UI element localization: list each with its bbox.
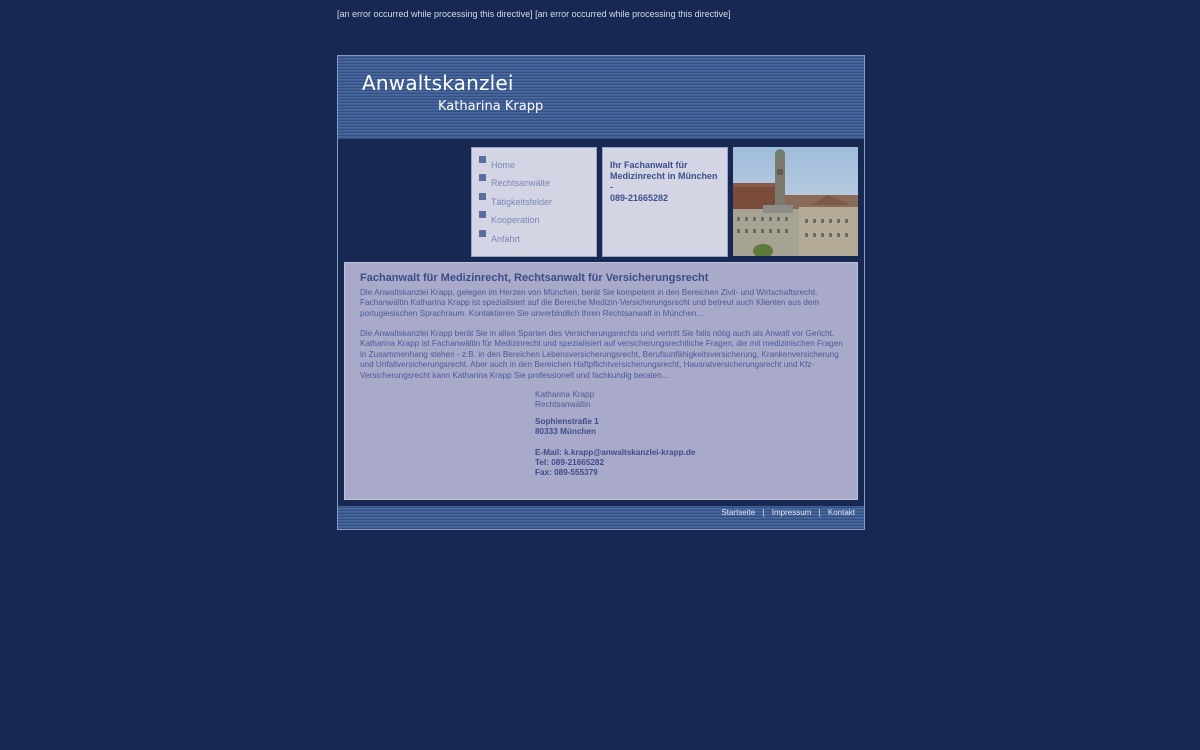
site-title: Anwaltskanzlei [362, 71, 514, 95]
site-footer [338, 506, 864, 529]
footer-separator: | [818, 508, 821, 517]
nav-item-label[interactable]: Rechtsanwälte [491, 178, 551, 189]
footer-link-startseite[interactable]: Startseite [721, 508, 756, 517]
contact-tel: Tel: 089-21665282 [535, 458, 605, 468]
square-bullet-icon [479, 193, 486, 200]
tagline-box [602, 147, 728, 257]
contact-block [535, 390, 695, 479]
nav-item-label[interactable]: Home [491, 160, 516, 170]
nav-item-kooperation[interactable] [479, 209, 596, 227]
square-bullet-icon [479, 174, 486, 181]
footer-link-kontakt[interactable]: Kontakt [827, 508, 855, 517]
tagline-line-2: Medizinrecht in München [610, 171, 718, 181]
contact-city: 80333 München [535, 427, 596, 437]
nav-item-rechtsanwaelte[interactable] [479, 172, 596, 190]
tagline-line-1: Ihr Fachanwalt für [610, 160, 688, 170]
square-bullet-icon [479, 156, 486, 163]
site-subtitle: Katharina Krapp [438, 99, 544, 114]
page-container [337, 55, 865, 530]
contact-role: Rechtsanwältin [535, 400, 591, 410]
munich-skyline-image [733, 147, 858, 256]
insurance-paragraph: Die Anwaltskanzlei Krapp berät Sie in allen Sparten des Versicherungsrechts und vertritt Sie falls nötig auch als Anwalt vor Gericht. Katharina Krapp ist Fachanwältin für Medizinrecht und spezialisiert auf versicherungsrechtliche Fragen, die mit medizinischen Fragen in Zusammenhang stehen - z.B. in den Bereichen Lebensversicherungsrecht, Berufsunfähigkeitsversicherung, Krankenversicherung und Unfallversicherungsrecht. Aber auch in den Bereichen Haftpflichtversicherungsrecht, Hausratversicherungsrecht und Kfz-Versicherungsrecht kann Katharina Krapp Sie professionell und fachkundig beraten... [360, 329, 843, 380]
footer-link-impressum[interactable]: Impressum [771, 508, 812, 517]
munich-photo [733, 147, 858, 256]
footer-links [721, 508, 855, 517]
contact-email[interactable]: E-Mail: k.krapp@anwaltskanzlei-krapp.de [535, 447, 696, 457]
square-bullet-icon [479, 230, 486, 237]
nav-item-label[interactable]: Kooperation [491, 215, 540, 226]
site-header [338, 56, 864, 139]
nav-item-label[interactable]: Anfahrt [491, 233, 521, 244]
nav-item-home[interactable] [479, 154, 596, 172]
navigation-menu [471, 147, 597, 257]
nav-item-anfahrt[interactable] [479, 228, 596, 246]
ssi-error-message: [an error occurred while processing this directive] [an error occurred while processing this directive] [337, 9, 731, 19]
contact-street: Sophienstraße 1 [535, 416, 599, 426]
nav-item-taetigkeitsfelder[interactable] [479, 191, 596, 209]
footer-separator: | [762, 508, 765, 517]
tagline-separator: - [610, 182, 613, 192]
square-bullet-icon [479, 211, 486, 218]
contact-fax: Fax: 089-555379 [535, 468, 598, 478]
tagline-phone: 089-21665282 [610, 193, 669, 203]
main-content [344, 262, 858, 500]
main-heading: Fachanwalt für Medizinrecht, Rechtsanwalt für Versicherungsrecht [360, 272, 709, 284]
intro-paragraph: Die Anwaltskanzlei Krapp, gelegen im Herzen von München, berät Sie kompetent in den Bereichen Zivil- und Wirtschaftsrecht. Fachanwältin Katharina Krapp ist spezialisiert auf die Bereiche Medizin-Versicherungsrecht und betreut auch Klienten aus dem portugiesischen Sprachraum. Kontaktieren Sie unverbindlich Ihren Rechtsanwalt in München... [360, 288, 820, 318]
contact-name: Katharina Krapp [535, 390, 595, 399]
nav-item-label[interactable]: Tätigkeitsfelder [491, 196, 553, 207]
